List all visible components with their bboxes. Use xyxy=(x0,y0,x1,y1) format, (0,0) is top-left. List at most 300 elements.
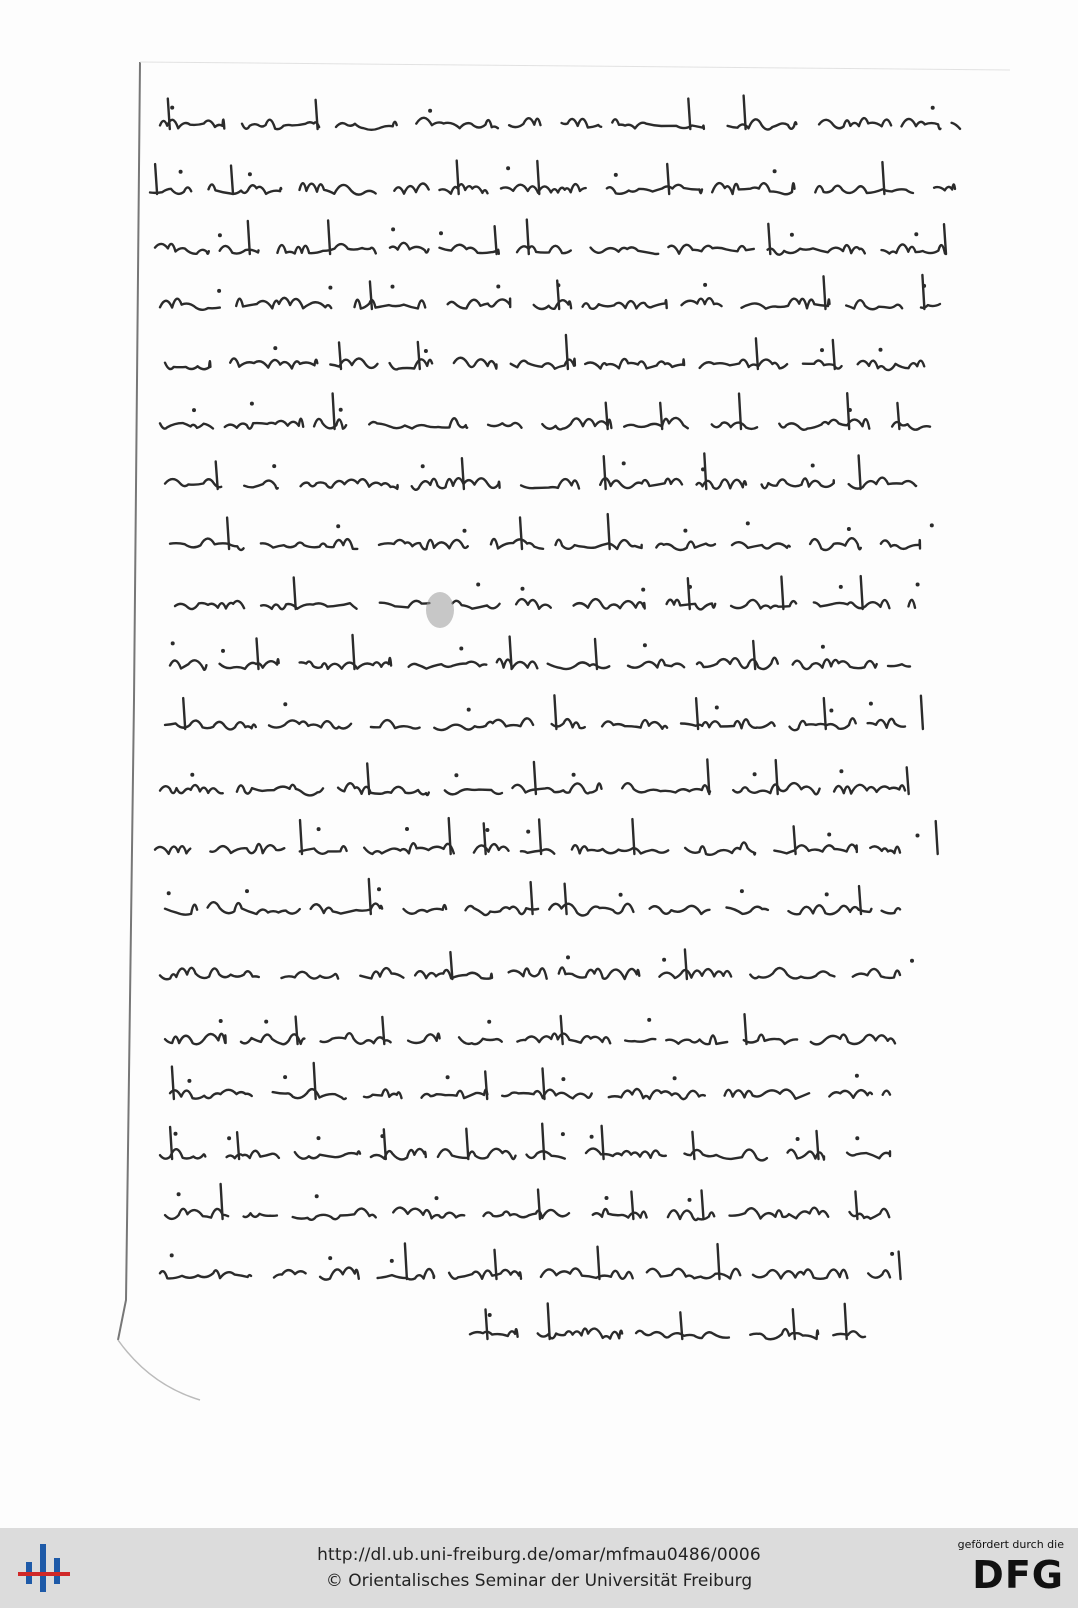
handwritten-word xyxy=(364,1089,402,1098)
handwritten-word xyxy=(501,184,586,193)
handwritten-word xyxy=(497,659,538,668)
handwritten-dot xyxy=(647,1018,651,1022)
handwritten-dot xyxy=(245,889,249,893)
handwritten-word xyxy=(300,183,376,194)
handwritten-word xyxy=(659,969,731,978)
handwritten-dot xyxy=(641,588,645,592)
handwritten-word xyxy=(165,361,210,369)
handwritten-dot xyxy=(556,283,560,287)
handwritten-dot xyxy=(317,827,321,831)
handwritten-word xyxy=(681,719,775,728)
handwritten-stroke xyxy=(495,226,497,254)
handwritten-dot xyxy=(179,170,183,174)
handwritten-stroke xyxy=(314,1063,316,1099)
handwritten-word xyxy=(438,1149,516,1159)
handwritten-word xyxy=(155,244,209,254)
handwritten-stroke xyxy=(565,884,567,914)
handwritten-dot xyxy=(190,773,194,777)
handwritten-dot xyxy=(485,828,489,832)
handwritten-word xyxy=(742,299,830,309)
handwritten-word xyxy=(380,601,430,608)
handwritten-word xyxy=(454,358,497,369)
handwritten-word xyxy=(700,360,787,369)
handwritten-word xyxy=(412,478,500,490)
handwritten-word xyxy=(300,846,347,854)
handwritten-dot xyxy=(746,521,750,525)
handwritten-word xyxy=(170,1090,252,1099)
handwritten-dot xyxy=(227,1136,231,1140)
handwritten-word xyxy=(779,419,869,430)
handwritten-stroke xyxy=(333,393,335,429)
handwritten-word xyxy=(210,844,284,853)
handwritten-word xyxy=(870,846,900,853)
handwritten-word xyxy=(868,719,905,728)
handwritten-word xyxy=(882,908,900,913)
handwritten-stroke xyxy=(561,1016,563,1044)
handwritten-word xyxy=(602,720,667,729)
handwritten-word xyxy=(165,479,221,487)
handwritten-word xyxy=(491,539,543,549)
handwritten-word xyxy=(295,1151,360,1158)
handwritten-dot xyxy=(821,645,825,649)
handwritten-stroke xyxy=(543,1069,545,1100)
handwritten-word xyxy=(393,1208,464,1219)
handwritten-word xyxy=(445,789,502,794)
handwritten-dot xyxy=(328,286,332,290)
handwritten-dot xyxy=(715,706,719,710)
handwritten-word xyxy=(314,419,346,429)
handwritten-word xyxy=(593,1209,647,1218)
handwritten-word xyxy=(762,478,834,488)
handwritten-stroke xyxy=(922,275,924,309)
handwritten-word xyxy=(647,1269,740,1279)
handwritten-word xyxy=(728,119,797,129)
handwritten-word xyxy=(369,418,467,428)
handwritten-dot xyxy=(796,1137,800,1141)
handwritten-dot xyxy=(283,702,287,706)
handwritten-word xyxy=(293,1209,376,1220)
handwritten-word xyxy=(541,1268,633,1278)
handwritten-word xyxy=(697,479,747,488)
handwritten-word xyxy=(521,479,579,488)
handwritten-word xyxy=(556,540,642,549)
handwritten-stroke xyxy=(486,1309,488,1339)
handwritten-stroke xyxy=(598,1247,600,1279)
handwritten-word xyxy=(170,539,244,550)
handwritten-dot xyxy=(439,231,443,235)
handwritten-word xyxy=(656,542,715,550)
handwritten-stroke xyxy=(899,1252,901,1279)
handwritten-dot xyxy=(380,1134,384,1138)
handwritten-stroke xyxy=(155,164,157,194)
handwritten-word xyxy=(712,423,757,429)
handwritten-word xyxy=(408,1034,440,1043)
handwritten-stroke xyxy=(384,1129,386,1159)
handwritten-word xyxy=(160,1149,205,1159)
handwritten-dot xyxy=(248,172,252,176)
handwritten-word xyxy=(881,540,920,549)
handwritten-word xyxy=(902,119,941,129)
handwritten-dot xyxy=(174,1132,178,1136)
handwritten-word xyxy=(261,539,357,549)
handwritten-word xyxy=(725,1090,810,1099)
handwritten-dot xyxy=(922,284,926,288)
handwritten-word xyxy=(574,599,645,609)
handwritten-stroke xyxy=(907,767,909,794)
handwritten-dot xyxy=(869,702,873,706)
handwritten-dot xyxy=(605,1196,609,1200)
handwritten-dot xyxy=(446,1075,450,1079)
handwritten-word xyxy=(628,660,684,668)
handwritten-word xyxy=(819,118,891,128)
handwritten-dot xyxy=(487,1020,491,1024)
handwritten-dot xyxy=(829,709,833,713)
handwritten-word xyxy=(750,968,834,978)
handwritten-stroke xyxy=(688,99,690,129)
handwritten-stroke xyxy=(183,698,185,729)
handwritten-word xyxy=(160,1270,251,1278)
handwritten-dot xyxy=(391,285,395,289)
handwritten-word xyxy=(697,658,778,669)
handwritten-word xyxy=(269,720,351,728)
handwritten-word xyxy=(220,659,279,669)
handwritten-dot xyxy=(930,523,934,527)
handwritten-dot xyxy=(424,349,428,353)
handwritten-word xyxy=(355,300,426,309)
handwritten-dot xyxy=(526,830,530,834)
handwritten-word xyxy=(422,1090,488,1099)
handwritten-stroke xyxy=(824,276,826,309)
handwritten-dot xyxy=(435,1196,439,1200)
paper-top-edge xyxy=(140,62,1010,70)
handwritten-stroke xyxy=(405,1244,407,1280)
handwritten-word xyxy=(277,244,375,253)
handwritten-word xyxy=(731,600,796,609)
handwritten-word xyxy=(572,845,668,853)
handwritten-dot xyxy=(264,1020,268,1024)
handwritten-word xyxy=(165,721,256,730)
handwritten-word xyxy=(434,718,533,730)
handwritten-word xyxy=(850,1209,890,1219)
handwritten-word xyxy=(466,906,539,915)
handwritten-word xyxy=(488,423,521,428)
handwritten-word xyxy=(811,1035,895,1045)
handwritten-stroke xyxy=(370,282,372,310)
handwritten-word xyxy=(600,478,682,488)
ink-smudge xyxy=(426,592,454,628)
handwritten-dot xyxy=(790,233,794,237)
handwritten-stroke xyxy=(702,1190,704,1219)
handwritten-dot xyxy=(496,285,500,289)
handwritten-word xyxy=(394,183,428,193)
handwritten-dot xyxy=(811,464,815,468)
handwritten-word xyxy=(591,247,659,254)
handwritten-word xyxy=(241,1034,304,1044)
handwritten-dot xyxy=(192,408,196,412)
handwritten-word xyxy=(622,783,710,793)
handwritten-word xyxy=(175,601,244,609)
handwritten-dot xyxy=(339,408,343,412)
handwritten-word xyxy=(888,664,910,666)
handwritten-dot xyxy=(328,1256,332,1260)
handwritten-dot xyxy=(622,461,626,465)
handwritten-dot xyxy=(170,1253,174,1257)
handwritten-word xyxy=(301,479,398,489)
handwritten-dot xyxy=(619,893,623,897)
handwritten-stroke xyxy=(554,695,556,729)
dfg-logo: DFG xyxy=(972,1553,1064,1597)
handwritten-dot xyxy=(740,889,744,893)
handwritten-dot xyxy=(773,169,777,173)
handwritten-word xyxy=(858,361,925,370)
handwritten-dot xyxy=(910,959,914,963)
handwritten-word xyxy=(225,419,303,429)
handwritten-stroke xyxy=(296,1017,298,1044)
copyright-notice: © Orientalisches Seminar der Universität Freiburg xyxy=(325,1571,753,1591)
handwritten-word xyxy=(209,184,282,193)
handwritten-stroke xyxy=(537,161,539,194)
handwritten-word xyxy=(849,478,916,489)
handwritten-stroke xyxy=(328,220,330,254)
handwritten-word xyxy=(448,299,511,309)
handwritten-word xyxy=(624,418,688,428)
handwritten-dot xyxy=(272,464,276,468)
handwritten-word xyxy=(236,298,331,309)
handwritten-dot xyxy=(273,346,277,350)
handwritten-stroke xyxy=(753,641,755,669)
handwritten-dot xyxy=(219,1019,223,1023)
handwritten-stroke xyxy=(667,164,669,194)
handwritten-word xyxy=(160,785,223,793)
handwritten-dot xyxy=(283,1075,287,1079)
handwritten-dot xyxy=(177,1192,181,1196)
handwritten-word xyxy=(753,1270,847,1279)
handwritten-stroke xyxy=(294,577,296,609)
handwritten-dot xyxy=(848,408,852,412)
handwritten-word xyxy=(882,244,946,253)
handwritten-dot xyxy=(390,1259,394,1263)
handwritten-word xyxy=(909,600,916,608)
viewer-footer xyxy=(0,1528,1078,1608)
handwritten-word xyxy=(364,843,454,854)
handwritten-word xyxy=(484,1210,570,1218)
handwritten-stroke xyxy=(172,1067,174,1099)
handwritten-word xyxy=(160,423,213,429)
handwritten-dot xyxy=(218,233,222,237)
handwritten-word xyxy=(609,1089,705,1099)
handwritten-word xyxy=(512,783,601,793)
handwritten-stroke xyxy=(793,1309,795,1339)
handwritten-word xyxy=(509,968,547,978)
handwritten-word xyxy=(371,720,420,729)
handwritten-word xyxy=(440,245,499,254)
handwritten-dot xyxy=(879,348,883,352)
handwritten-word xyxy=(685,842,755,854)
handwritten-word xyxy=(834,785,905,794)
handwritten-dot xyxy=(336,524,340,528)
handwritten-stroke xyxy=(300,820,302,854)
handwritten-dot xyxy=(170,106,174,110)
handwritten-stroke xyxy=(466,1129,468,1159)
handwritten-dot xyxy=(673,1076,677,1080)
handwritten-dot xyxy=(701,467,705,471)
handwritten-word xyxy=(517,1034,610,1044)
handwritten-word xyxy=(668,245,753,254)
handwritten-word xyxy=(744,1035,797,1044)
handwritten-word xyxy=(534,300,571,309)
handwritten-word xyxy=(170,660,206,669)
handwritten-dot xyxy=(391,227,395,231)
handwritten-word xyxy=(321,1033,391,1044)
handwritten-dot xyxy=(521,587,525,591)
handwritten-dot xyxy=(506,166,510,170)
handwritten-stroke xyxy=(685,950,687,980)
handwritten-word xyxy=(360,968,403,978)
handwritten-word xyxy=(160,968,259,980)
handwritten-dot xyxy=(839,769,843,773)
handwritten-dot xyxy=(217,289,221,293)
handwritten-stroke xyxy=(604,456,606,489)
handwritten-dot xyxy=(825,892,829,896)
handwritten-word xyxy=(230,358,317,368)
handwritten-word xyxy=(768,245,865,255)
handwritten-dot xyxy=(467,708,471,712)
handwritten-word xyxy=(952,123,960,129)
handwritten-word xyxy=(790,718,856,730)
handwritten-word xyxy=(261,603,357,609)
handwritten-stroke xyxy=(542,1124,544,1159)
handwritten-word xyxy=(470,1329,518,1337)
handwritten-dot xyxy=(561,1077,565,1081)
handwritten-dot xyxy=(855,1136,859,1140)
handwritten-word xyxy=(559,967,640,979)
handwritten-word xyxy=(282,972,339,979)
handwritten-word xyxy=(409,662,487,669)
handwritten-stroke xyxy=(418,342,420,369)
handwritten-word xyxy=(750,1329,818,1339)
handwritten-word xyxy=(815,186,913,193)
handwritten-stroke xyxy=(538,1190,540,1219)
handwritten-word xyxy=(509,118,540,127)
handwritten-stroke xyxy=(485,1072,487,1100)
handwritten-word xyxy=(685,1150,767,1161)
handwritten-word xyxy=(474,844,509,852)
handwritten-word xyxy=(160,299,220,310)
handwritten-word xyxy=(516,599,551,609)
handwritten-dot xyxy=(377,887,381,891)
handwritten-word xyxy=(416,118,498,128)
handwritten-word xyxy=(682,298,722,306)
handwritten-word xyxy=(562,119,602,128)
handwritten-word xyxy=(227,1151,279,1158)
handwritten-dot xyxy=(916,583,920,587)
handwritten-dot xyxy=(476,583,480,587)
handwritten-word xyxy=(583,300,667,309)
handwritten-dot xyxy=(820,348,824,352)
handwritten-dot xyxy=(317,1136,321,1140)
handwritten-word xyxy=(415,970,492,979)
handwritten-word xyxy=(273,1089,346,1099)
handwritten-word xyxy=(165,905,197,915)
handwritten-dot xyxy=(847,527,851,531)
handwritten-word xyxy=(320,1268,359,1280)
handwritten-dot xyxy=(572,773,576,777)
handwritten-dot xyxy=(753,772,757,776)
handwritten-stroke xyxy=(484,823,486,854)
handwritten-dot xyxy=(931,106,935,110)
handwritten-stroke xyxy=(781,577,783,609)
handwritten-word xyxy=(666,1035,727,1044)
handwritten-dot xyxy=(590,1135,594,1139)
paper-corner xyxy=(118,1340,200,1400)
handwritten-dot xyxy=(488,1313,492,1317)
handwritten-word xyxy=(847,1151,890,1158)
handwritten-stroke xyxy=(367,763,369,794)
handwritten-word xyxy=(853,969,900,978)
dfg-funding-badge xyxy=(934,1538,1064,1600)
handwritten-dot xyxy=(315,1194,319,1198)
handwritten-dot xyxy=(454,773,458,777)
handwritten-word xyxy=(668,1210,714,1220)
handwritten-dot xyxy=(703,283,707,287)
handwritten-dot xyxy=(643,643,647,647)
handwritten-dot xyxy=(855,1074,859,1078)
handwritten-word xyxy=(371,1149,426,1160)
footer-text xyxy=(150,1542,928,1594)
handwritten-word xyxy=(244,481,278,489)
handwritten-word xyxy=(449,1270,521,1279)
handwritten-dot xyxy=(250,402,254,406)
handwritten-stroke xyxy=(316,100,318,129)
handwritten-word xyxy=(625,1039,655,1042)
handwritten-word xyxy=(390,243,429,253)
handwriting xyxy=(150,96,960,1340)
handwritten-dot xyxy=(167,891,171,895)
permalink-link[interactable]: http://dl.ub.uni-freiburg.de/omar/mfmau0486/0006 xyxy=(317,1545,761,1565)
handwritten-dot xyxy=(662,958,666,962)
handwritten-dot xyxy=(459,647,463,651)
handwritten-word xyxy=(829,1090,872,1098)
handwritten-word xyxy=(502,1090,592,1099)
handwritten-word xyxy=(511,359,575,369)
handwritten-word xyxy=(338,783,429,795)
handwritten-dot xyxy=(171,641,175,645)
handwritten-word xyxy=(549,904,633,916)
handwritten-stroke xyxy=(462,458,464,489)
handwritten-dot xyxy=(405,827,409,831)
handwritten-word xyxy=(934,184,955,190)
handwritten-dot xyxy=(187,1079,191,1083)
handwritten-word xyxy=(868,1270,890,1277)
handwritten-stroke xyxy=(897,403,899,429)
handwritten-word xyxy=(521,849,554,853)
handwritten-word xyxy=(833,1331,865,1337)
paper-left-edge xyxy=(118,62,140,1340)
handwritten-dot xyxy=(566,955,570,959)
handwritten-word xyxy=(712,183,794,194)
handwritten-word xyxy=(300,658,392,669)
handwritten-stroke xyxy=(921,696,923,729)
handwritten-stroke xyxy=(859,456,861,490)
handwritten-word xyxy=(810,538,861,550)
handwritten-word xyxy=(585,359,684,369)
handwritten-stroke xyxy=(692,1132,694,1159)
library-logo-icon xyxy=(14,1538,74,1598)
handwritten-word xyxy=(727,907,768,914)
handwritten-dot xyxy=(916,834,920,838)
handwritten-word xyxy=(586,1149,666,1158)
handwritten-stroke xyxy=(520,518,522,550)
